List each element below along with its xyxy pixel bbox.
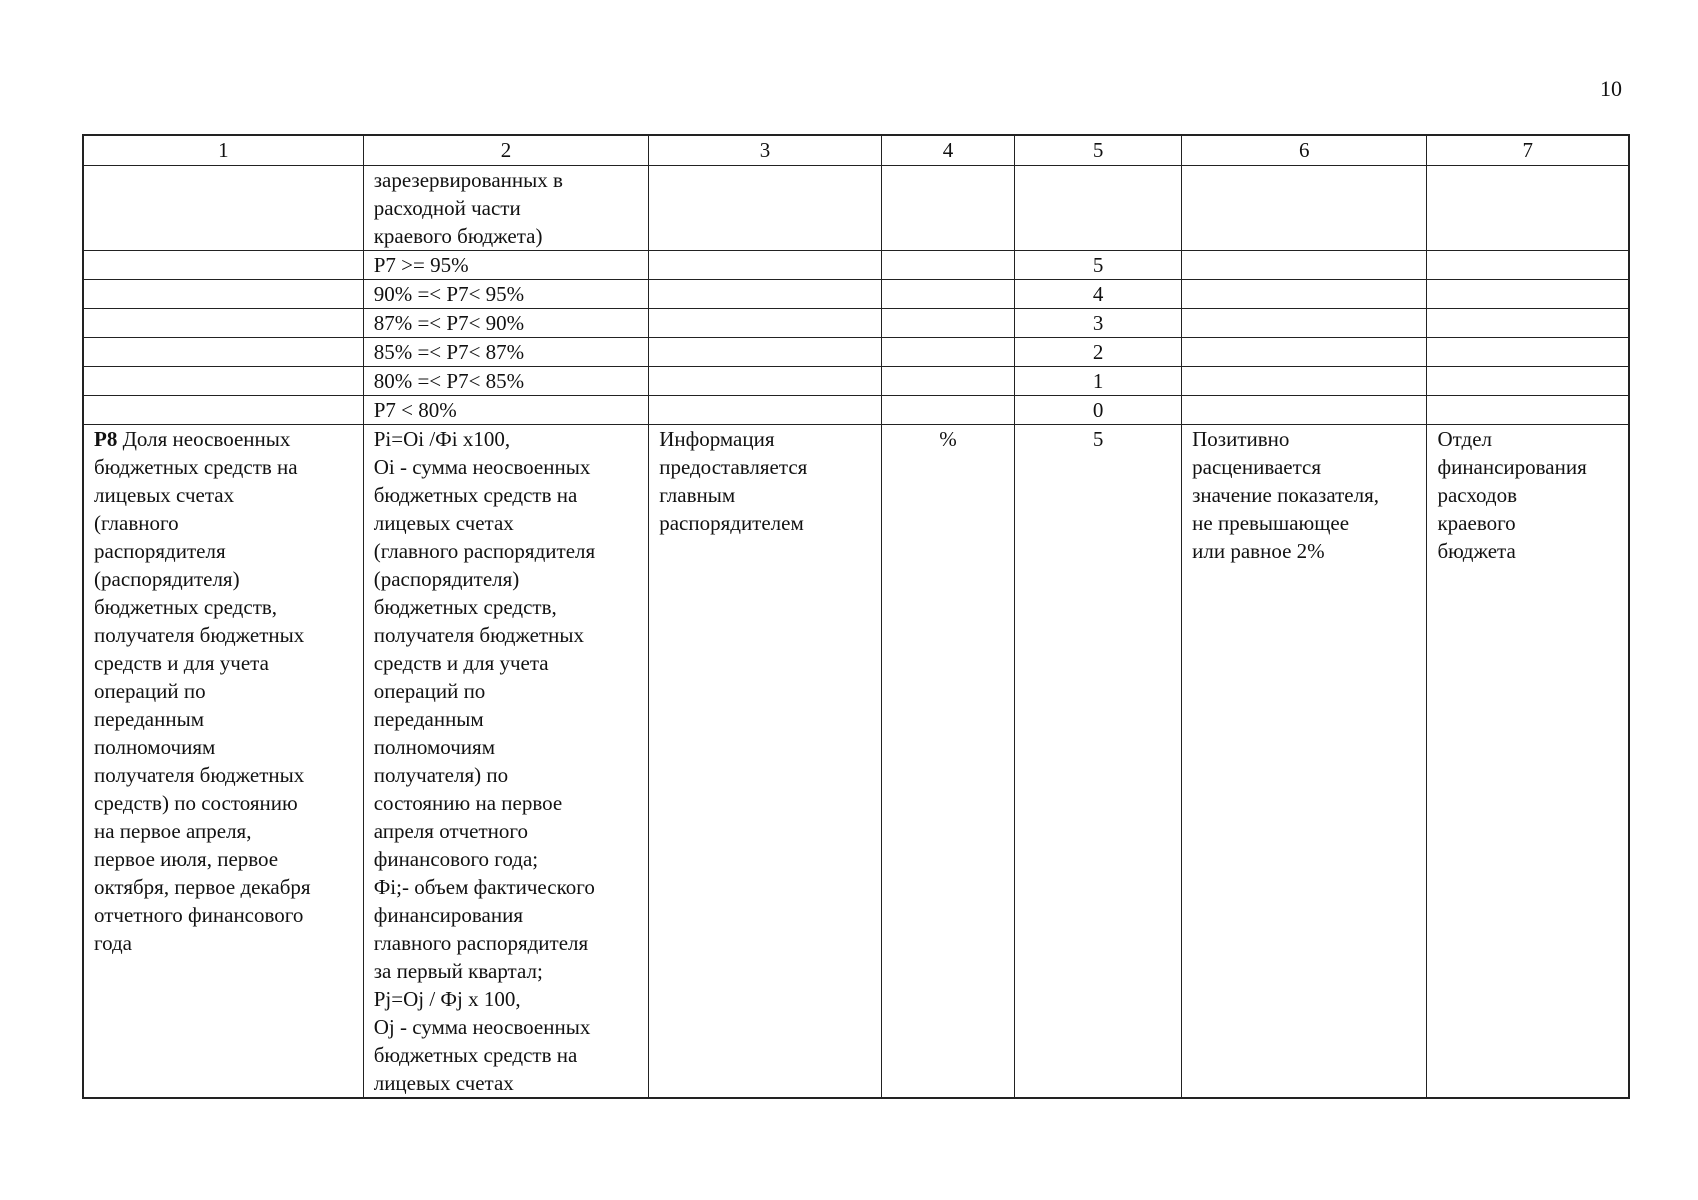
cell-line: первое июля, первое <box>94 847 279 871</box>
formula-cell <box>363 425 649 1099</box>
cell-line: года <box>94 931 132 955</box>
cell-line: средств) по состоянию <box>94 791 298 815</box>
evaluation-cell <box>1182 425 1427 1099</box>
threshold-condition: P7 >= 95% <box>363 251 649 280</box>
cell-line: (главного <box>94 511 179 535</box>
responsible-cell <box>1427 425 1629 1099</box>
header-cell: 5 <box>1015 135 1182 166</box>
cell-line: Фi;- объем фактического <box>373 875 595 899</box>
table-cell <box>881 309 1014 338</box>
cell-line: или равное 2% <box>1192 539 1325 563</box>
cell-line: операций по <box>94 679 206 703</box>
table-cell <box>881 251 1014 280</box>
cell-line: Oj - сумма неосвоенных <box>373 1015 591 1039</box>
header-cell: 1 <box>83 135 363 166</box>
threshold-score: 5 <box>1015 251 1182 280</box>
cell-line: средств и для учета <box>373 651 549 675</box>
cell-line: средств и для учета <box>94 651 269 675</box>
header-cell: 4 <box>881 135 1014 166</box>
table-cell <box>363 166 649 251</box>
table-cell <box>881 166 1014 251</box>
cell-line: лицевых счетах <box>373 511 514 535</box>
cell-line: на первое апреля, <box>94 819 252 843</box>
table-cell <box>1182 396 1427 425</box>
cell-line: за первый квартал; <box>373 959 543 983</box>
cell-line: расходной части <box>373 196 521 220</box>
indicator-code: P8 <box>94 427 118 451</box>
threshold-score: 0 <box>1015 396 1182 425</box>
cell-line: Позитивно <box>1192 427 1290 451</box>
cell-line: (распорядителя) <box>373 567 520 591</box>
cell-line: октября, первое декабря <box>94 875 311 899</box>
cell-line: полномочиям <box>94 735 216 759</box>
table-cell <box>1427 367 1629 396</box>
cell-line: (распорядителя) <box>94 567 240 591</box>
cell-line: не превышающее <box>1192 511 1350 535</box>
table-cell <box>1427 338 1629 367</box>
table-cell <box>83 367 363 396</box>
cell-line: апреля отчетного <box>373 819 528 843</box>
table-cell <box>1182 367 1427 396</box>
cell-line: Отдел <box>1437 427 1493 451</box>
table-cell <box>83 338 363 367</box>
continuation-row <box>83 166 1629 251</box>
table-cell <box>1015 166 1182 251</box>
cell-line: распорядителя <box>94 539 226 563</box>
table-cell <box>83 166 363 251</box>
table-cell <box>83 251 363 280</box>
cell-line: предоставляется <box>659 455 808 479</box>
threshold-condition: 85% =< P7< 87% <box>363 338 649 367</box>
table-cell <box>1427 396 1629 425</box>
table-cell <box>649 367 882 396</box>
cell-line: Oi - сумма неосвоенных <box>373 455 591 479</box>
cell-line: главным <box>659 483 736 507</box>
table-cell <box>83 280 363 309</box>
indicator-description-cell <box>83 425 363 1099</box>
header-cell: 3 <box>649 135 882 166</box>
table-cell <box>649 338 882 367</box>
table-cell <box>649 251 882 280</box>
cell-line: получателя бюджетных <box>373 623 584 647</box>
table-cell <box>1182 280 1427 309</box>
p8-row <box>83 425 1629 1099</box>
threshold-score: 3 <box>1015 309 1182 338</box>
threshold-row <box>83 280 1629 309</box>
header-cell: 2 <box>363 135 649 166</box>
table-cell <box>1427 251 1629 280</box>
cell-line: бюджетных средств, <box>94 595 278 619</box>
table-cell <box>83 309 363 338</box>
cell-line: отчетного финансового <box>94 903 304 927</box>
cell-line: финансирования <box>373 903 524 927</box>
table-cell <box>649 280 882 309</box>
header-cell: 6 <box>1182 135 1427 166</box>
unit-cell: % <box>881 425 1014 1099</box>
cell-line: полномочиям <box>373 735 495 759</box>
table-cell <box>881 280 1014 309</box>
threshold-condition: 87% =< P7< 90% <box>363 309 649 338</box>
table-cell <box>1182 166 1427 251</box>
threshold-row <box>83 251 1629 280</box>
cell-line: финансового года; <box>373 847 539 871</box>
table-cell <box>1427 166 1629 251</box>
cell-line: краевого <box>1437 511 1516 535</box>
table-cell <box>649 166 882 251</box>
cell-line: (главного распорядителя <box>373 539 596 563</box>
cell-line: бюджетных средств на <box>94 455 298 479</box>
table-cell <box>881 367 1014 396</box>
cell-line: получателя бюджетных <box>94 763 305 787</box>
cell-line: лицевых счетах <box>373 1071 514 1095</box>
table-cell <box>1182 251 1427 280</box>
threshold-row <box>83 309 1629 338</box>
cell-line: Информация <box>659 427 775 451</box>
header-cell: 7 <box>1427 135 1629 166</box>
cell-line: лицевых счетах <box>94 483 235 507</box>
cell-line: бюджетных средств на <box>373 1043 578 1067</box>
table-cell <box>1427 280 1629 309</box>
cell-line: главного распорядителя <box>373 931 589 955</box>
cell-line: бюджетных средств на <box>373 483 578 507</box>
threshold-condition: P7 < 80% <box>363 396 649 425</box>
table-cell <box>881 396 1014 425</box>
score-cell: 5 <box>1015 425 1182 1099</box>
cell-line: Pj=Oj / Фj х 100, <box>373 987 521 1011</box>
table-cell <box>649 309 882 338</box>
table-cell <box>83 396 363 425</box>
table-header-row <box>83 135 1629 166</box>
page-number: 10 <box>1600 76 1622 101</box>
cell-line: получателя бюджетных <box>94 623 305 647</box>
threshold-row <box>83 338 1629 367</box>
cell-line: расходов <box>1437 483 1518 507</box>
cell-line: Pi=Oi /Фi х100, <box>373 427 511 451</box>
cell-line: зарезервированных в <box>373 168 563 192</box>
cell-line: бюджетных средств, <box>373 595 557 619</box>
table-cell <box>1427 309 1629 338</box>
cell-line: Доля неосвоенных <box>122 427 291 451</box>
cell-line: состоянию на первое <box>373 791 563 815</box>
threshold-score: 4 <box>1015 280 1182 309</box>
threshold-condition: 80% =< P7< 85% <box>363 367 649 396</box>
cell-line: операций по <box>373 679 486 703</box>
cell-line: переданным <box>94 707 204 731</box>
threshold-condition: 90% =< P7< 95% <box>363 280 649 309</box>
threshold-score: 1 <box>1015 367 1182 396</box>
table-cell <box>1182 309 1427 338</box>
table-cell <box>881 338 1014 367</box>
criteria-table <box>82 134 1630 1099</box>
table-cell <box>1182 338 1427 367</box>
source-cell <box>649 425 882 1099</box>
table-cell <box>649 396 882 425</box>
threshold-row <box>83 396 1629 425</box>
cell-line: финансирования <box>1437 455 1587 479</box>
cell-line: получателя) по <box>373 763 509 787</box>
cell-line: краевого бюджета) <box>373 224 543 248</box>
cell-line: расценивается <box>1192 455 1322 479</box>
cell-line: распорядителем <box>659 511 804 535</box>
threshold-row <box>83 367 1629 396</box>
cell-line: бюджета <box>1437 539 1516 563</box>
cell-line: переданным <box>373 707 484 731</box>
cell-line: значение показателя, <box>1192 483 1379 507</box>
threshold-score: 2 <box>1015 338 1182 367</box>
